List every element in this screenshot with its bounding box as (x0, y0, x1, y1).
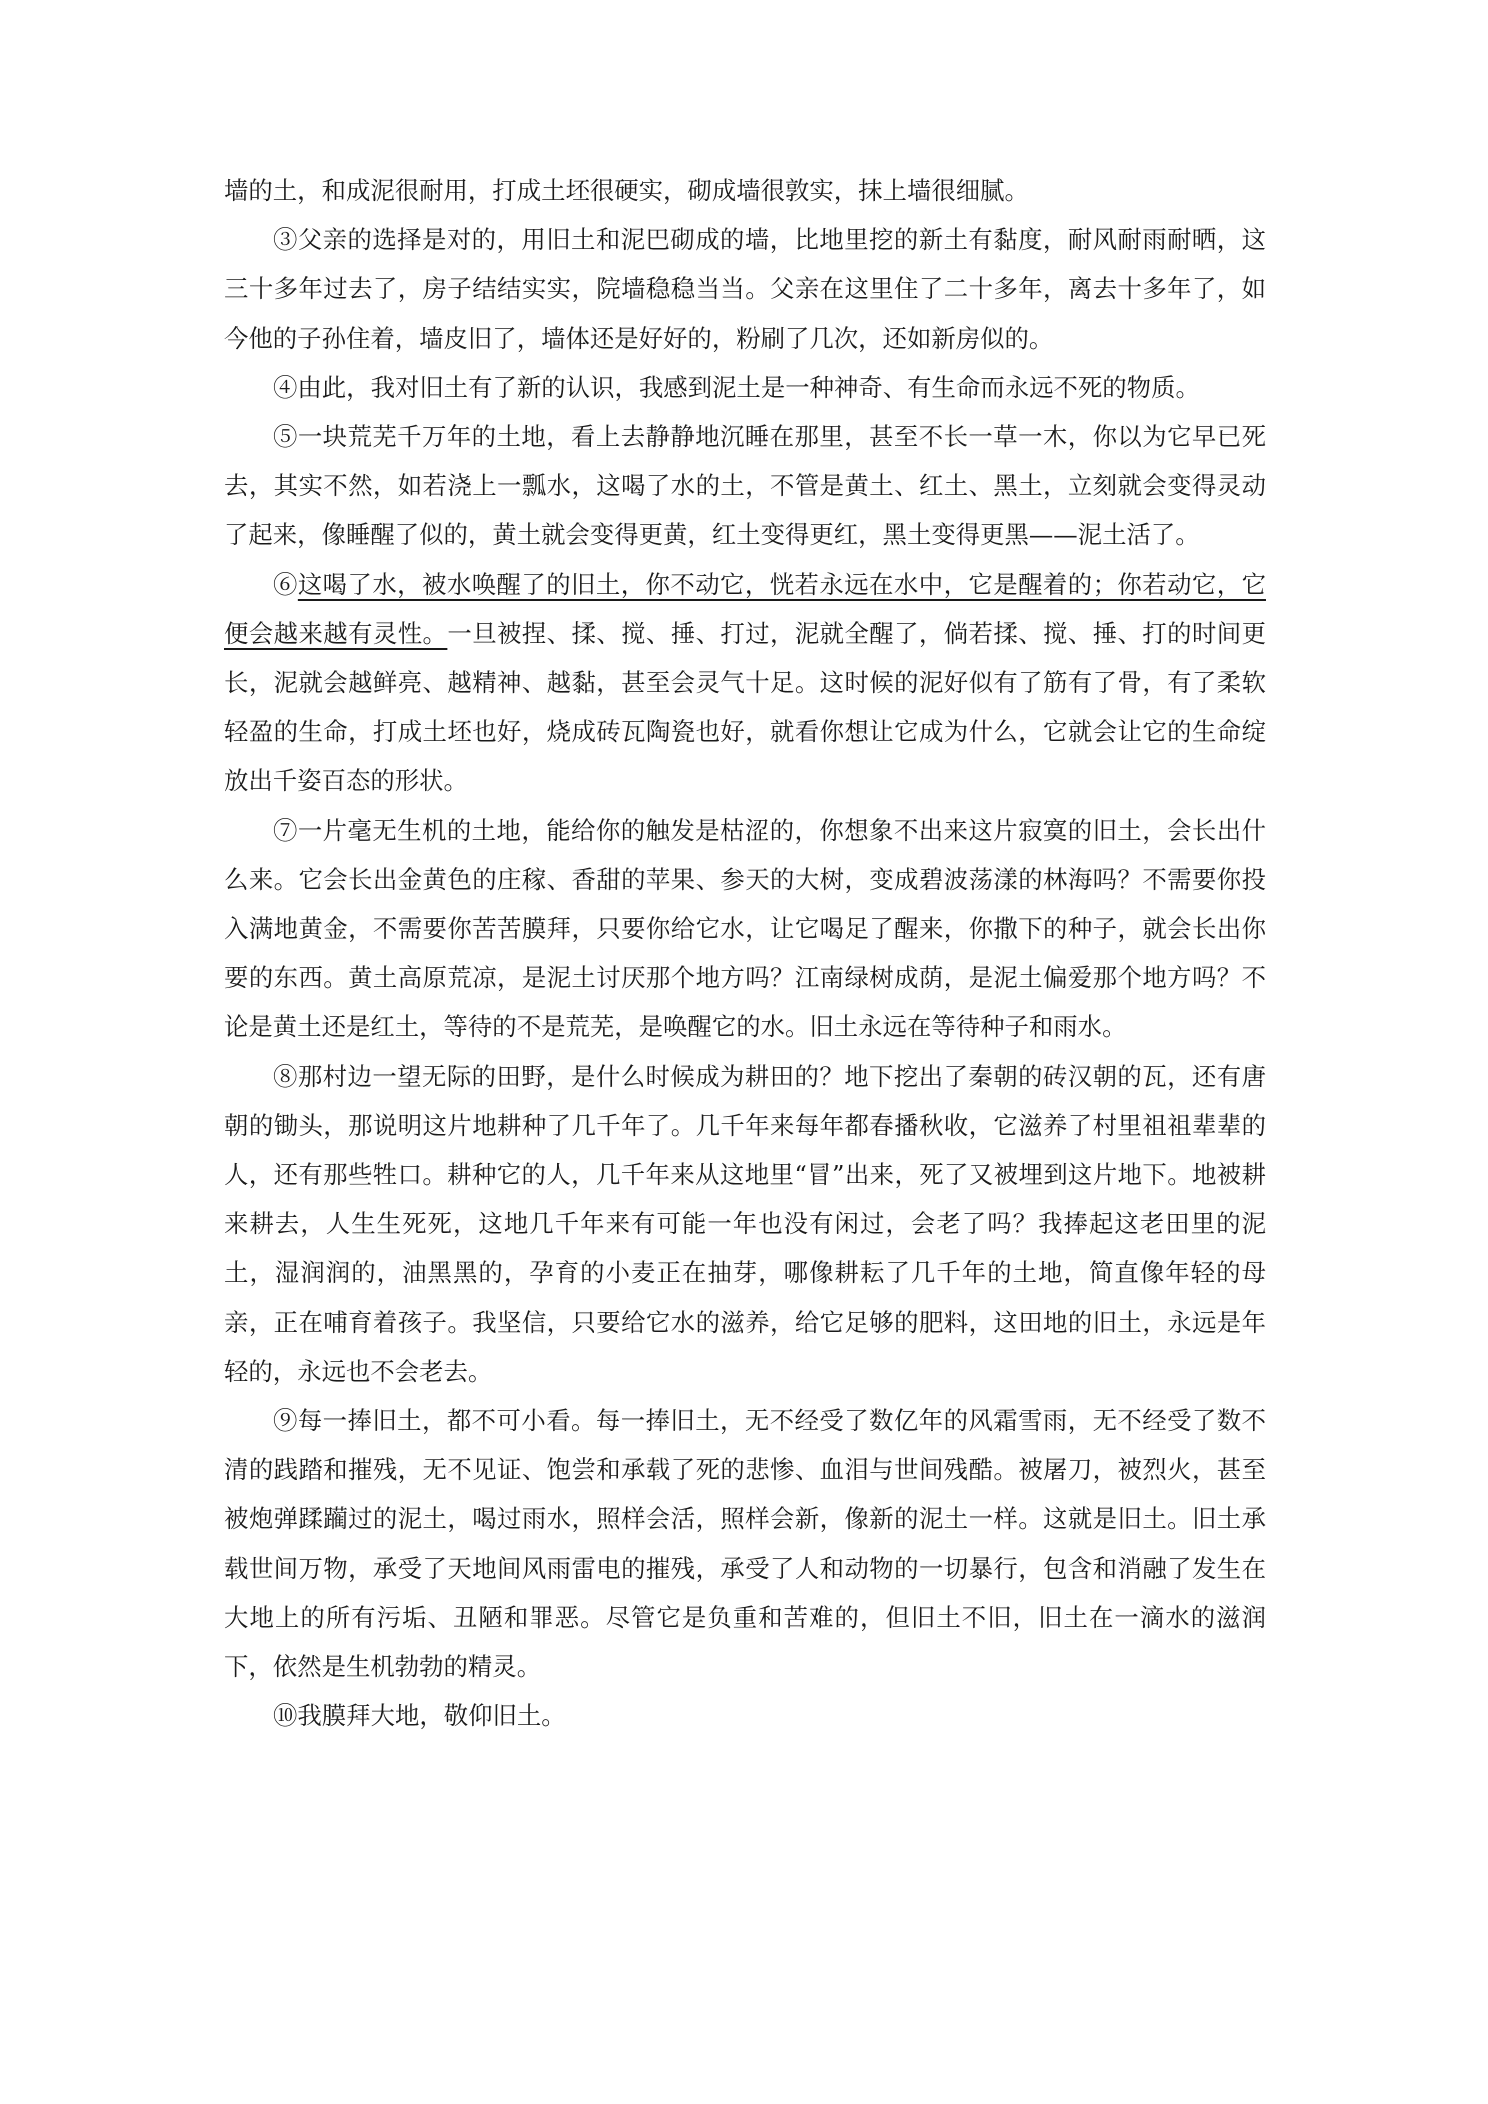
paragraph-6-rest: 一旦被捏、揉、搅、捶、打过，泥就全醒了，倘若揉、搅、捶、打的时间更长，泥就会越鲜亮、越精神、越黏，甚至会灵气十足。这时候的泥好似有了筋有了骨，有了柔软轻盈的生命，打成土坯也好，烧成砖瓦陶瓷也好，就看你想让它成为什么，它就会让它的生命绽放出千姿百态的形状。 (224, 618, 1266, 796)
paragraph-10: ⑩我膜拜大地，敬仰旧土。 (273, 1701, 566, 1731)
paragraph-6-marker: ⑥ (273, 569, 298, 599)
essay-body (224, 166, 1266, 1741)
paragraph-5: ⑤一块荒芜千万年的土地，看上去静静地沉睡在那里，甚至不长一草一木，你以为它早已死去，其实不然，如若浇上一瓢水，这喝了水的土，不管是黄土、红土、黑土，立刻就会变得灵动了起来，像睡醒了似的，黄土就会变得更黄，红土变得更红，黑土变得更黑——泥土活了。 (224, 422, 1266, 550)
paragraph-4: ④由此，我对旧土有了新的认识，我感到泥土是一种神奇、有生命而永远不死的物质。 (273, 372, 1200, 402)
paragraph-7: ⑦一片毫无生机的土地，能给你的触发是枯涩的，你想象不出来这片寂寞的旧土，会长出什么来。它会长出金黄色的庄稼、香甜的苹果、参天的大树，变成碧波荡漾的林海吗？不需要你投入满地黄金，不需要你苦苦膜拜，只要你给它水，让它喝足了醒来，你撒下的种子，就会长出你要的东西。黄土高原荒凉，是泥土讨厌那个地方吗？江南绿树成荫，是泥土偏爱那个地方吗？不论是黄土还是红土，等待的不是荒芜，是唤醒它的水。旧土永远在等待种子和雨水。 (224, 815, 1266, 1042)
paragraph-8: ⑧那村边一望无际的田野，是什么时候成为耕田的？地下挖出了秦朝的砖汉朝的瓦，还有唐朝的锄头，那说明这片地耕种了几千年了。几千年来每年都春播秋收，它滋养了村里祖祖辈辈的人，还有那些牲口。耕种它的人，几千年来从这地里“冒”出来，死了又被埋到这片地下。地被耕来耕去，人生生死死，这地几千年来有可能一年也没有闲过，会老了吗？我捧起这老田里的泥土，湿润润的，油黑黑的，孕育的小麦正在抽芽，哪像耕耘了几千年的土地，简直像年轻的母亲，正在哺育着孩子。我坚信，只要给它水的滋养，给它足够的肥料，这田地的旧土，永远是年轻的，永远也不会老去。 (224, 1061, 1266, 1386)
paragraph-6 (224, 560, 1266, 806)
paragraph-3: ③父亲的选择是对的，用旧土和泥巴砌成的墙，比地里挖的新土有黏度，耐风耐雨耐晒，这三十多年过去了，房子结结实实，院墙稳稳当当。父亲在这里住了二十多年，离去十多年了，如今他的子孙住着，墙皮旧了，墙体还是好好的，粉刷了几次，还如新房似的。 (224, 225, 1266, 353)
paragraph-2-tail: 墙的土，和成泥很耐用，打成土坯很硬实，砌成墙很敦实，抹上墙很细腻。 (224, 176, 1029, 205)
paragraph-9: ⑨每一捧旧土，都不可小看。每一捧旧土，无不经受了数亿年的风霜雪雨，无不经受了数不清的践踏和摧残，无不见证、饱尝和承载了死的悲惨、血泪与世间残酷。被屠刀，被烈火，甚至被炮弹蹂躏过的泥土，喝过雨水，照样会活，照样会新，像新的泥土一样。这就是旧土。旧土承载世间万物，承受了天地间风雨雷电的摧残，承受了人和动物的一切暴行，包含和消融了发生在大地上的所有污垢、丑陋和罪恶。尽管它是负重和苦难的，但旧土不旧，旧土在一滴水的滋润下，依然是生机勃勃的精灵。 (224, 1406, 1266, 1682)
underlined-sentence: 这喝了水，被水唤醒了的旧土，你不动它，恍若永远在水中，它是醒着的；你若动它，它便会越来越有灵性。 (224, 569, 1266, 648)
